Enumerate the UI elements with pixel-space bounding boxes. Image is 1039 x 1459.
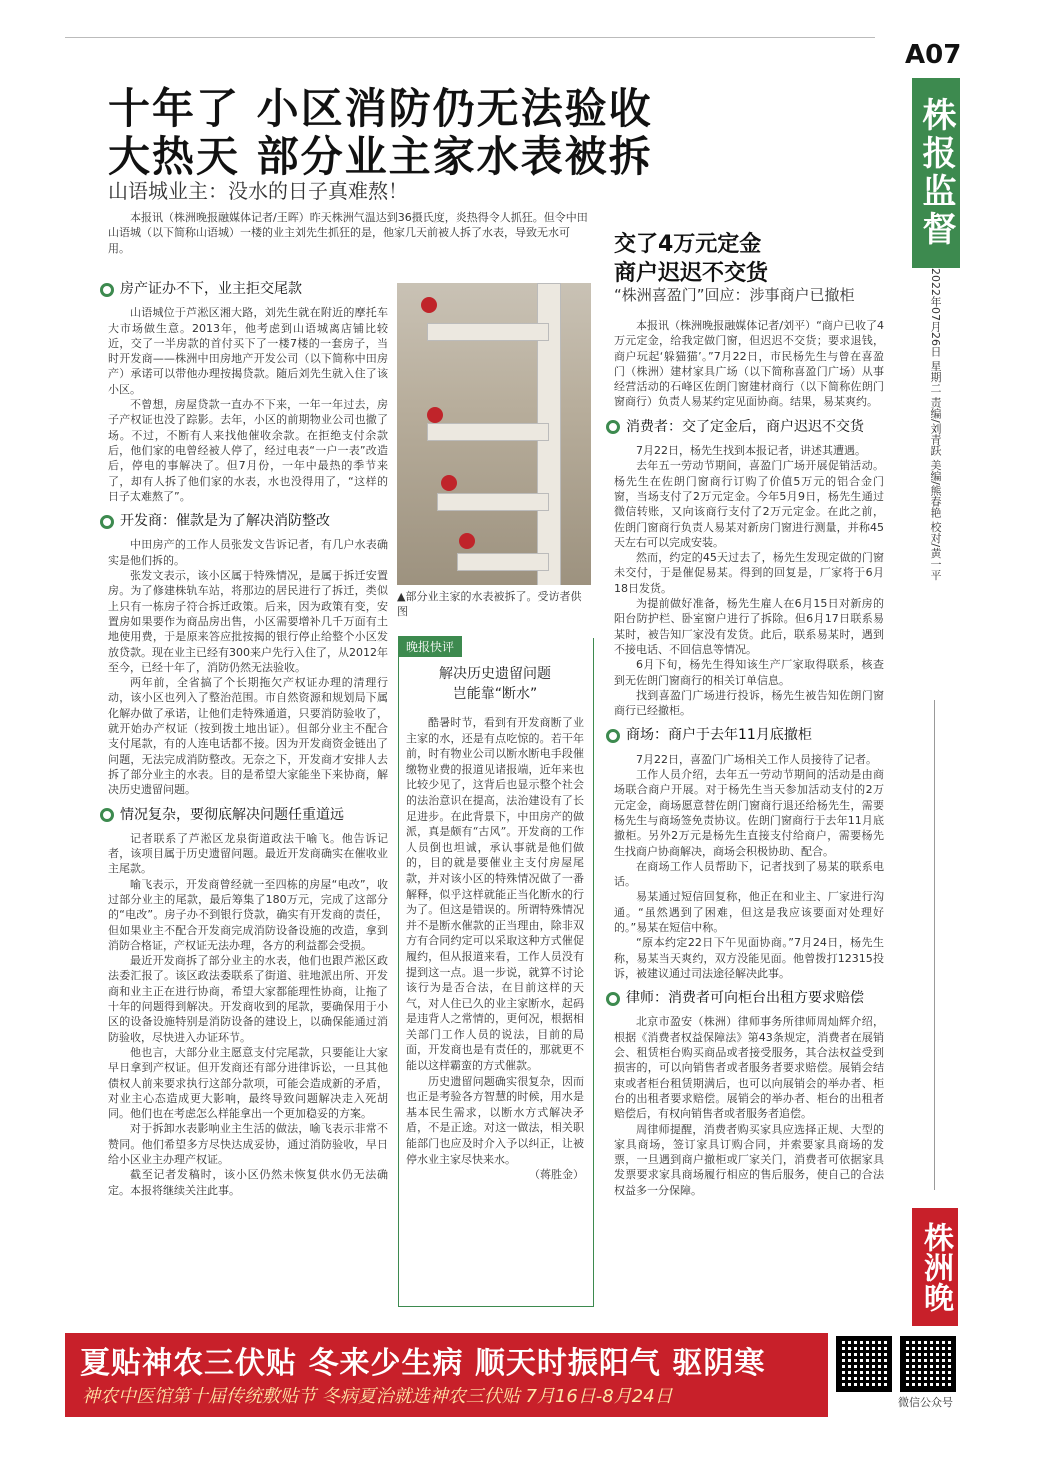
paragraph: 北京市盈安（株洲）律师事务所律师周灿辉介绍，根据《消费者权益保障法》第43条规定，消费者在展销会、租赁柜台购买商品或者接受服务，其合法权益受到损害的，可以向销售者或者服务者要求赔偿。展销会结束或者柜台租赁期满后，也可以向展销会的举办者、柜台的出租者要求赔偿。展销会的举办者、柜台的出租者赔偿后，有权向销售者或者服务者追偿。 [614, 1015, 884, 1121]
paragraph: 去年五一劳动节期间，喜盈门广场开展促销活动。杨先生在佐朗门窗商行订购了价值5万元的铝合金门窗，当场支付了2万元定金。今年5月9日，杨先生通过微信转账，又向该商行支付了2万元定金。在此之前，佐朗门窗商行负责人易某对新房门窗进行测量，并称45天左右可以完成安装。 [614, 459, 884, 549]
section-heading: 情况复杂，要彻底解决问题任重道远 [100, 808, 388, 823]
bullet-icon [100, 515, 114, 529]
paragraph: 中田房产的工作人员张发文告诉记者，有几户水表确实是他们拆的。 [108, 538, 388, 567]
commentary-body [406, 715, 584, 1183]
article1-intro [108, 210, 588, 256]
paragraph: 两年前，全省搞了个长期拖欠产权证办理的清理行动，该小区也列入了整治范围。市自然资源和规划局下属化解办做了承诺，让他们走特殊通道，只要消防验收了，就开始办产权证（按到拨土地出证）。但部分业主不配合支付尾款，有的人连电话都不接。因为开发商资金链出了问题，无法完成消防整改。无奈之下，开发商才安排人去拆了部分业主的水表。目的是希望大家能坐下来协商，解决历史遗留问题。 [108, 676, 388, 797]
section-tag: 株报监督 [912, 78, 960, 268]
pipe [427, 323, 549, 341]
article2-subtitle: “株洲喜盈门”回应：涉事商户已撤柜 [614, 286, 855, 304]
bullet-icon [100, 283, 114, 297]
water-meter-photo [397, 283, 591, 585]
paragraph: 酷暑时节，看到有开发商断了业主家的水，还是有点吃惊的。若干年前，时有物业公司以断水断电手段催缴物业费的报道见诸报端，近年来也比较少见了，这背后也显示整个社会的法治意识在提高，法治建设有了长足进步。在此背景下，中田房产的做派，真是颇有“古风”。开发商的工作人员倒也坦诚，承认事就是他们做的，目的就是要催业主支付房屋尾款，并对该小区的特殊情况做了一番解释，似乎这样就能正当化断水的行为了。但这是错误的。所谓特殊情况并不是断水催款的正当理由，除非双方有合同约定可以采取这种方式催促履约，但从报道来看，工作人员没有提到这一点。退一步说，就算不讨论该行为是否合法，在目前这样的天气，对人住已久的业主家断水，起码是违背人之常情的，更何况，根据相关部门工作人员的说法，目前的局面，开发商也是有责任的，那就更不能以这样霸蛮的方式催款。 [406, 716, 584, 1073]
paragraph: 对于拆卸水表影响业主生活的做法，喻飞表示非常不赞同。他们希望多方尽快达成妥协，通过消防验收，早日给小区业主办理产权证。 [108, 1122, 388, 1167]
section-heading: 开发商：催款是为了解决消防整改 [100, 514, 388, 529]
ad-subline: 神农中医馆第十届传统敷贴节 冬病夏治就选神农三伏贴 7月16日-8月24日 [82, 1386, 673, 1407]
commentary-author: （蒋胜金） [529, 1168, 584, 1182]
paragraph: 在商场工作人员帮助下，记者找到了易某的联系电话。 [614, 859, 884, 889]
bullet-icon [606, 992, 620, 1006]
paragraph: 6月下旬，杨先生得知该生产厂家取得联系，核查到无佐朗门窗商行的相关订单信息。 [614, 658, 884, 687]
paragraph: 最近开发商拆了部分业主的水表，他们也跟芦淞区政法委汇报了。该区政法委联系了街道、驻地派出所、开发商和业主正在进行协商，希望大家都能理性协商，让拖了十年的问题得到解决。开发商收到的尾款，要确保用于小区的设备设施特别是消防设备的建设上，以确保能通过消防验收，尽快进入办证环节。 [108, 954, 388, 1044]
commentary-title: 解决历史遗留问题 岂能靠“断水” [439, 666, 551, 702]
article2-body [614, 318, 884, 1198]
valve-icon [421, 297, 437, 313]
paragraph: 找到喜盈门广场进行投诉，杨先生被告知佐朗门窗商行已经撤柜。 [614, 688, 884, 718]
side-date: 2022年07月26日 星期二 责编/刘青跃 美编/熊春艳 校对/黄一平 [929, 268, 942, 581]
pipe [437, 493, 549, 511]
side-rule [934, 700, 935, 1190]
headline-line2: 大热天 部分业主家水表被拆 [108, 132, 653, 181]
paragraph: 7月22日，杨先生找到本报记者，讲述其遭遇。 [636, 444, 866, 458]
top-rule [65, 37, 875, 38]
newspaper-logo: 株洲晚报 [912, 1208, 958, 1326]
section-heading: 消费者：交了定金后，商户迟迟不交货 [606, 420, 884, 435]
qr-code-icon[interactable] [836, 1336, 892, 1392]
paragraph: 记者联系了芦淞区龙泉街道政法干喻飞。他告诉记者，该项目属于历史遗留问题。最近开发商确实在催收业主尾款。 [108, 831, 388, 876]
section-heading: 房产证办不下，业主拒交尾款 [100, 282, 388, 297]
photo-caption: ▲部分业主家的水表被拆了。受访者供图 [397, 590, 582, 618]
paragraph: 截至记者发稿时，该小区仍然未恢复供水仍无法确定。本报将继续关注此事。 [108, 1168, 388, 1197]
paragraph: 然而，约定的45天过去了，杨先生发现定做的门窗未交付，于是催促易某。得到的回复是，厂家将于6月18日发货。 [614, 551, 884, 595]
page-number: A07 [905, 40, 962, 70]
intro-paragraph: 本报讯（株洲晚报融媒体记者/王晖）昨天株洲气温达到36摄氏度，炎热得令人抓狂。但令中田山语城（以下简称山语城）一楼的业主刘先生抓狂的是，他家几天前被人拆了水表，导致无水可用。 [108, 211, 588, 255]
qr-label: 微信公众号 [898, 1396, 953, 1409]
paragraph: 工作人员介绍，去年五一劳动节期间的活动是由商场联合商户开展。对于杨先生当天参加活动支付的2万元定金，商场愿意替佐朗门窗商行退还给杨先生，需要杨先生与商场签免责协议。佐朗门窗商行于去年11月底撤柜。另外2万元是杨先生直接支付给商户，需要杨先生找商户协商解决，商场会积极协助、配合。 [614, 768, 884, 858]
article1-body [108, 272, 388, 1198]
valve-icon [441, 475, 457, 491]
article2-title: 交了4万元定金 商户迟迟不交货 [614, 232, 769, 286]
ad-headline: 夏贴神农三伏贴 冬来少生病 顺天时振阳气 驱阴寒 [80, 1346, 766, 1381]
paragraph: “原本约定22日下午见面协商。”7月24日，杨先生称，易某当天爽约，双方没能见面。他曾拨打12315投诉，被建议通过司法途径解决此事。 [614, 936, 884, 980]
paragraph: 易某通过短信回复称，他正在和业主、厂家进行沟通。“虽然遇到了困难，但这是我应该要面对处理好的。”易某在短信中称。 [614, 890, 884, 934]
paragraph: 本报讯（株洲晚报融媒体记者/刘平）“商户已收了4万元定金，给我定做门窗，但迟迟不交货；要求退钱，商户玩起‘躲猫猫’。”7月22日，市民杨先生与曾在喜盈门（株洲）建材家具广场（以下简称喜盈门广场）从事经营活动的石峰区佐朗门窗建材商行（以下简称佐朗门窗商行）负责人易某约定见面协商。结果，易某爽约。 [614, 319, 884, 409]
paragraph: 喻飞表示，开发商曾经就一至四栋的房屋“电改”，收过部分业主的尾款，最后筹集了180万元，完成了这部分的“电改”。房子办不到银行贷款，确实有开发商的责任，但如果业主不配合开发商完成消防设备设施的改造，拿到消防合格证，产权证无法办理，各方的利益都会受损。 [108, 877, 388, 952]
subheadline: 山语城业主：没水的日子真难熬！ [108, 179, 408, 203]
pipe [457, 553, 549, 571]
paragraph: 他也言，大部分业主愿意支付完尾款，只要能让大家早日拿到产权证。但开发商还有部分进律诉讼，一旦其他债权人前来要求执行这部分款项，可能会造成新的矛盾，对业主心态造成更大影响，最终导致问题解决走入死胡同。他们也在考虑怎么样能拿出一个更加稳妥的方案。 [108, 1045, 388, 1121]
valve-icon [459, 533, 475, 549]
bullet-icon [606, 729, 620, 743]
bullet-icon [100, 808, 114, 822]
paragraph: 山语城位于芦淞区湘大路，刘先生就在附近的摩托车大市场做生意。2013年，他考虑到山语城离店铺比较近，交了一半房款的首付买下了一楼7楼的一套房子，当时开发商——株洲中田房地产开发公司（以下简称中田房产）承诺可以带他办理按揭贷款。随后刘先生就入住了该小区。 [108, 306, 388, 396]
pipe [427, 423, 549, 441]
bullet-icon [606, 420, 620, 434]
paragraph: 不曾想，房屋贷款一直办不下来，一年一年过去，房子产权证也没了踪影。去年，小区的前期物业公司也撤了场。不过，不断有人来找他催收余款。在拒绝支付余款后，他们家的电曾经被人停了，经过电表“一户一表”改造后，停电的事解决了。但7月份，一年中最热的季节来了，却有人拆了他们家的水表，水也没得用了，“这样的日子太难熬了”。 [108, 398, 388, 503]
headline-line1: 十年了 小区消防仍无法验收 [108, 84, 653, 133]
paragraph: 为提前做好准备，杨先生雇人在6月15日对新房的阳台防护栏、卧室窗户进行了拆除。但6月17日联系易某时，被告知厂家没有发货。此后，联系易某时，遇到不接电话、不回信息等情况。 [614, 597, 884, 656]
paragraph: 历史遗留问题确实很复杂，因而也正是考验各方智慧的时候，用水是基本民生需求，以断水方式解决矛盾，不是正途。对这一做法，相关职能部门也应及时介入予以纠正，让被停水业主家尽快来水。 [406, 1074, 584, 1166]
section-heading: 商场：商户于去年11月底撤柜 [606, 728, 884, 743]
qr-code-icon[interactable] [900, 1336, 956, 1392]
paragraph: 张发文表示，该小区属于特殊情况，是属于拆迁安置房。为了修建株轨车站，将那边的居民进行了拆迁，类似上只有一栋房子符合拆迁政策。后来，因为政策有变，安置房如果要作为商品房出售，小区需要增补几千万面有土地使用费，于是原来答应批按揭的银行停止给整个小区发放贷款。现在业主已经有300来户先行入住了，从2012年至今，已经十年了，消防仍然无法验收。 [108, 569, 388, 674]
paragraph: 7月22日，喜盈门广场相关工作人员接待了记者。 [636, 752, 877, 766]
section-heading: 律师：消费者可向柜台出租方要求赔偿 [606, 991, 884, 1006]
valve-icon [427, 407, 443, 423]
commentary-tag: 晚报快评 [398, 636, 462, 657]
paragraph: 周律师提醒，消费者购买家具应选择正规、大型的家具商场，签订家具订购合同，并索要家具商场的发票，一旦遇到商户撤柜或厂家关门，消费者可依据家具发票要求家具商场履行相应的售后服务，使自己的合法权益多一分保障。 [614, 1122, 884, 1197]
